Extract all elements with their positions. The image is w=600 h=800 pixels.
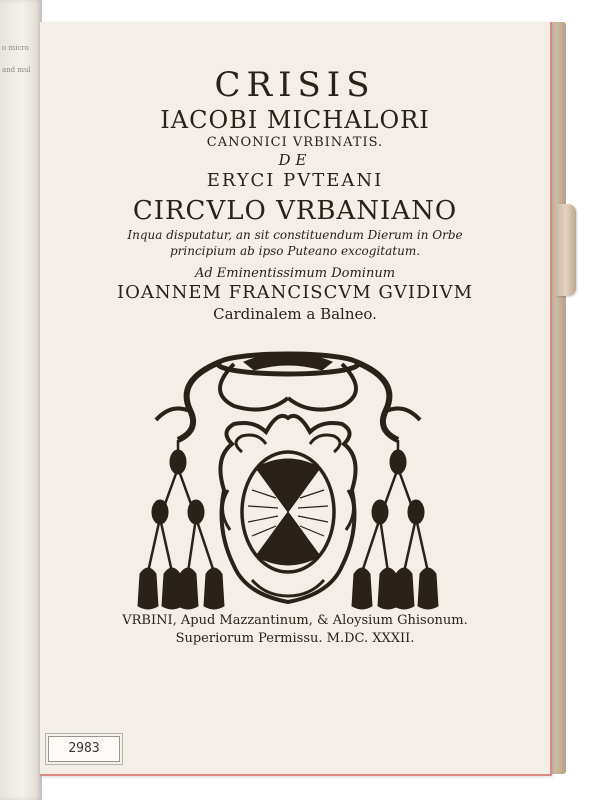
shelf-mark-label: 2983	[48, 736, 120, 762]
subject-author-line: ERYCI PVTEANI	[206, 170, 384, 191]
dedicatee-line: IOANNEM FRANCISCVM GVIDIVM	[116, 282, 474, 303]
author-line: IACOBI MICHALORI	[160, 106, 430, 134]
subject-title-line: CIRCVLO VRBANIANO	[132, 196, 458, 226]
imprint-line: Superiorum Permissu. M.DC. XXXII.	[175, 631, 415, 646]
facing-page-text: o micro	[2, 44, 29, 52]
binding-tie	[556, 204, 576, 296]
title-line: CRISIS	[214, 65, 376, 105]
cardinal-coat-of-arms-icon	[116, 340, 460, 616]
dedication-line: Ad Eminentissimum Dominum	[194, 266, 396, 281]
title-page	[40, 22, 552, 776]
description-line: Inqua disputatur, an sit constituendum Dierum in Orbe	[127, 228, 463, 242]
facing-page-left	[0, 0, 42, 800]
imprint-line: VRBINI, Apud Mazzantinum, & Aloysium Ghisonum.	[122, 613, 468, 628]
description-line: principium ab ipso Puteano excogitatum.	[169, 244, 421, 258]
author-title-line: CANONICI VRBINATIS.	[206, 135, 384, 150]
dedicatee-title-line: Cardinalem a Balneo.	[213, 305, 377, 323]
facing-page-text: and mul	[2, 66, 31, 74]
preposition-line: DE	[278, 151, 312, 169]
